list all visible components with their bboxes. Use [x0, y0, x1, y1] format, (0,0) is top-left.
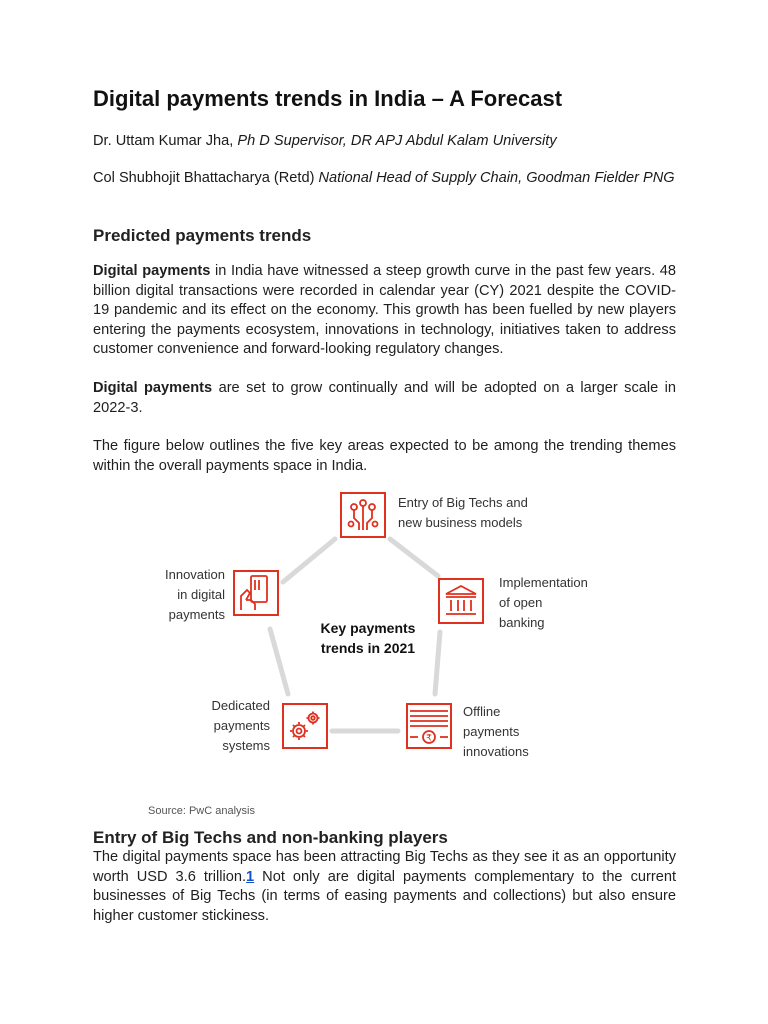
bank-icon	[438, 578, 484, 624]
node-offline-line-2: payments	[463, 724, 520, 739]
node-innovation-line-3: payments	[168, 607, 225, 622]
paragraph-growth-text: in India have witnessed a steep growth curve in the past few years. 48 billion digital transactions were recorded in calendar year (CY) 2021 despite the COVID-19 pandemic and its effect on the economy. This growth has been fuelled by new players entering the payments ecosystem, innovations in technology, initiatives taken to address customer convenience and forward-looking regulatory changes.	[93, 263, 676, 358]
author-2-name: Col Shubhojit Bhattacharya (Retd)	[93, 170, 319, 186]
paragraph-growth-bold: Digital payments	[93, 263, 211, 279]
section-heading-predicted: Predicted payments trends	[93, 226, 312, 245]
node-openbank-line-2: of open	[499, 595, 543, 610]
center-line-2: trends in 2021	[320, 640, 416, 656]
node-dedicated-label	[204, 696, 270, 756]
node-bigtech-line-1: Entry of Big Techs and	[398, 495, 528, 510]
author-2-role: National Head of Supply Chain, Goodman Fielder PNG	[318, 170, 675, 186]
node-innovation-label	[150, 565, 225, 625]
page-title: Digital payments trends in India – A Forecast	[93, 86, 563, 111]
node-offline-line-3: innovations	[463, 744, 529, 759]
rupee-card-icon	[406, 703, 452, 749]
circuit-icon	[340, 492, 386, 538]
node-innovation-line-1: Innovation	[165, 567, 225, 582]
paragraph-outlook	[93, 379, 676, 418]
figure-center-label	[298, 618, 438, 658]
paragraph-bigtech-text-b: Not only are digital payments complementary to the current businesses of Big Techs (in terms of easing payments and collections) but also ensure higher customer stickiness.	[93, 868, 676, 924]
node-dedicated-line-2: payments	[213, 718, 270, 733]
paragraph-outlook-bold: Digital payments	[93, 380, 213, 396]
node-openbank-line-1: Implementation	[499, 575, 588, 590]
section-heading-bigtech: Entry of Big Techs and non-banking players	[93, 828, 448, 847]
node-dedicated-line-3: systems	[222, 738, 270, 753]
author-2	[93, 168, 676, 188]
node-openbank-label	[499, 573, 588, 633]
gears-icon	[282, 703, 328, 749]
footnote-link[interactable]: 1	[246, 868, 255, 885]
hand-card-icon	[233, 570, 279, 616]
node-offline-label	[463, 702, 529, 762]
paragraph-outlook-text: are set to grow continually and will be adopted on a larger scale in 2022-3.	[93, 380, 677, 416]
connector-innovation-bigtech	[283, 539, 335, 582]
paragraph-bigtech-text-a: The digital payments space has been attracting Big Techs as they see it as an opportunity worth USD 3.6 trillion.	[93, 849, 676, 885]
node-openbank-line-3: banking	[499, 615, 545, 630]
svg-text:₹: ₹	[426, 733, 432, 744]
paragraph-growth	[93, 262, 676, 360]
node-dedicated-line-1: Dedicated	[211, 698, 270, 713]
trends-figure	[140, 484, 620, 784]
node-bigtech-label	[398, 493, 528, 533]
paragraph-figure-intro: The figure below outlines the five key areas expected to be among the trending themes within the overall payments space in India.	[93, 438, 676, 474]
author-1	[93, 131, 676, 151]
figure-source: Source: PwC analysis	[148, 805, 255, 817]
author-1-role: Ph D Supervisor, DR APJ Abdul Kalam University	[237, 133, 557, 149]
connector-innovation-dedicated	[270, 629, 288, 694]
paragraph-bigtech	[93, 848, 676, 926]
author-1-name: Dr. Uttam Kumar Jha,	[93, 133, 238, 149]
center-line-1: Key payments	[320, 620, 416, 636]
node-offline-line-1: Offline	[463, 704, 501, 719]
node-bigtech-line-2: new business models	[398, 515, 523, 530]
node-innovation-line-2: in digital	[177, 587, 225, 602]
connector-bigtech-openbank	[390, 539, 438, 576]
